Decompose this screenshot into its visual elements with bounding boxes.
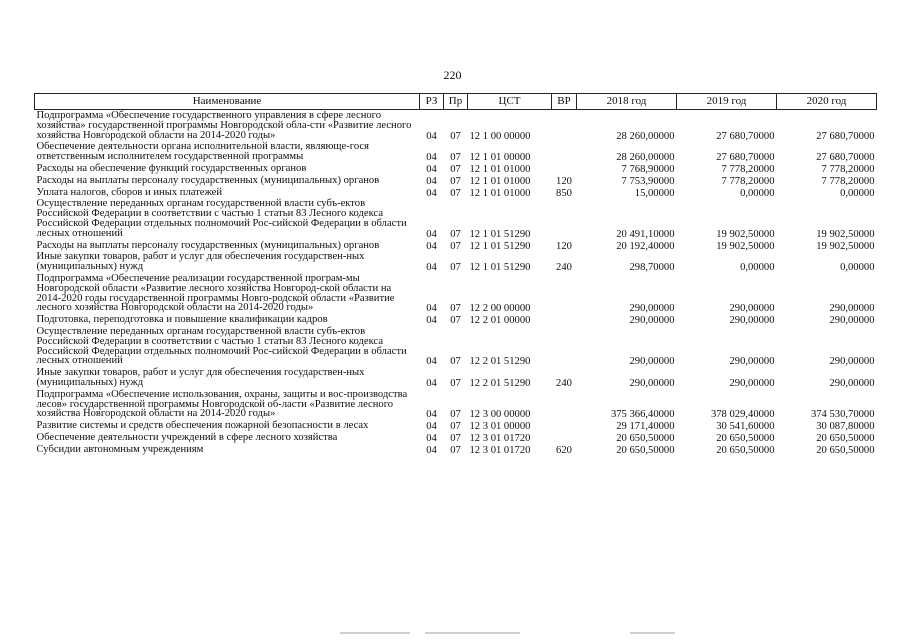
cell-2019: 20 650,50000 [716, 432, 775, 444]
header-pr: Пр [444, 94, 468, 110]
header-rz: РЗ [420, 94, 444, 110]
cell-name: Уплата налогов, сборов и иных платежей [36, 186, 223, 198]
cell-2020: 0,00000 [840, 187, 875, 199]
cell-2018: 7 768,90000 [621, 163, 675, 175]
cell-name: Осуществление переданных органам государственной власти субъ-ектов Российской Федерации в соответствии с частью 1 статьи 83 Лесного кодекса Российской Федерации отдельных полномочий Рос-сийской Федерации в области лесных отношений [36, 198, 407, 239]
table-row [35, 367, 877, 389]
header-vr: ВР [552, 94, 577, 110]
cell-vr [552, 198, 577, 239]
budget-table [34, 93, 877, 456]
cell-2019: 27 680,70000 [716, 152, 775, 164]
cell-vr [552, 326, 577, 367]
cell-pr: 07 [450, 409, 461, 421]
table-row [35, 420, 877, 432]
cell-vr [552, 420, 577, 432]
cell-pr: 07 [450, 163, 461, 175]
cell-name: Подпрограмма «Обеспечение реализации государственной програм-мы Новгородской области «Развитие лесного хозяйства Новгород-ской области на 2014-2020 годы государственной программы Новго-родской области «Развитие лесного хозяйства Новгородской области на 2014-2020 годы» [36, 272, 395, 314]
cell-rz: 04 [426, 240, 437, 252]
header-2019: 2019 год [677, 94, 777, 110]
cell-vr: 240 [556, 262, 572, 274]
header-name: Наименование [35, 94, 420, 110]
cell-rz: 04 [426, 432, 437, 444]
cell-2019: 0,00000 [740, 187, 775, 199]
cell-2018: 290,00000 [629, 315, 675, 327]
table-row [35, 273, 877, 314]
cell-2020: 27 680,70000 [816, 152, 875, 164]
cell-name: Расходы на выплаты персоналу государственных (муниципальных) органов [36, 239, 380, 251]
cell-2020: 0,00000 [840, 262, 875, 274]
cell-cst: 12 3 01 01720 [469, 444, 531, 456]
cell-cst: 12 3 01 01720 [469, 432, 531, 444]
cell-2020: 19 902,50000 [816, 240, 875, 252]
table-header-row [35, 94, 877, 110]
cell-vr: 120 [556, 240, 572, 252]
cell-name: Иные закупки товаров, работ и услуг для обеспечения государствен-ных (муниципальных) нужд [36, 367, 365, 388]
table-row [35, 175, 877, 187]
table-row [35, 163, 877, 175]
cell-2019: 0,00000 [740, 262, 775, 274]
cell-vr [552, 432, 577, 444]
cell-2018: 15,00000 [634, 187, 675, 199]
cell-rz: 04 [426, 187, 437, 199]
cell-2019: 290,00000 [729, 303, 775, 315]
cell-cst: 12 3 01 00000 [469, 421, 531, 433]
cell-2018: 290,00000 [629, 377, 675, 389]
cell-cst: 12 1 01 00000 [469, 152, 531, 164]
cell-cst: 12 3 00 00000 [469, 409, 531, 421]
cell-pr: 07 [450, 432, 461, 444]
scan-artifact-line [425, 632, 520, 634]
cell-cst: 12 1 01 51290 [469, 240, 531, 252]
cell-rz: 04 [426, 163, 437, 175]
table-row [35, 187, 877, 199]
table-row [35, 240, 877, 252]
cell-pr: 07 [450, 152, 461, 164]
cell-2019: 378 029,40000 [710, 409, 775, 421]
table-row [35, 432, 877, 444]
table-row [35, 389, 877, 420]
cell-2018: 28 260,00000 [616, 152, 675, 164]
table-row [35, 326, 877, 367]
cell-name: Осуществление переданных органам государственной власти субъ-ектов Российской Федерации в соответствии с частью 1 статьи 83 Лесного кодекса Российской Федерации отдельных полномочий Рос-сийской Федерации в области лесных отношений [36, 325, 407, 367]
cell-vr [552, 141, 577, 163]
header-2020: 2020 год [777, 94, 877, 110]
cell-2019: 290,00000 [729, 377, 775, 389]
cell-rz: 04 [426, 356, 437, 368]
cell-2018: 20 650,50000 [616, 444, 675, 456]
cell-2019: 19 902,50000 [716, 240, 775, 252]
cell-2018: 375 366,40000 [610, 409, 675, 421]
cell-2019: 20 650,50000 [716, 444, 775, 456]
cell-2020: 7 778,20000 [821, 175, 875, 187]
cell-pr: 07 [450, 421, 461, 433]
cell-2020: 7 778,20000 [821, 163, 875, 175]
table-row [35, 444, 877, 456]
cell-2020: 290,00000 [829, 377, 875, 389]
cell-2019: 290,00000 [729, 315, 775, 327]
cell-name: Расходы на обеспечение функций государственных органов [36, 162, 307, 174]
table-row [35, 251, 877, 273]
cell-rz: 04 [426, 409, 437, 421]
cell-cst: 12 1 01 51290 [469, 262, 531, 274]
cell-cst: 12 1 01 01000 [469, 175, 531, 187]
cell-vr [552, 110, 577, 142]
cell-name: Подпрограмма «Обеспечение использования, охраны, защиты и вос-производства лесов» государственной программы Новгородской об-ласти «Развитие лесного хозяйства Новгородской области на 2014-2020 годы» [36, 388, 408, 420]
cell-cst: 12 1 01 01000 [469, 187, 531, 199]
scan-artifact-line [340, 632, 410, 634]
cell-cst: 12 1 01 01000 [469, 163, 531, 175]
table-body [35, 110, 877, 456]
cell-pr: 07 [450, 240, 461, 252]
cell-rz: 04 [426, 377, 437, 389]
cell-name: Обеспечение деятельности органа исполнительной власти, являюще-гося ответственным исполнителем государственной программы [36, 141, 369, 163]
cell-vr [552, 163, 577, 175]
cell-cst: 12 1 00 00000 [469, 130, 531, 142]
cell-pr: 07 [450, 175, 461, 187]
cell-2020: 290,00000 [829, 303, 875, 315]
cell-2020: 20 650,50000 [816, 444, 875, 456]
header-cst: ЦСТ [468, 94, 552, 110]
cell-cst: 12 2 01 51290 [469, 377, 531, 389]
page-number: 220 [443, 68, 462, 82]
cell-rz: 04 [426, 421, 437, 433]
cell-2020: 290,00000 [829, 356, 875, 368]
cell-name: Развитие системы и средств обеспечения пожарной безопасности в лесах [36, 420, 369, 432]
cell-cst: 12 2 01 51290 [469, 356, 531, 368]
cell-pr: 07 [450, 228, 461, 240]
cell-name: Подпрограмма «Обеспечение государственного управления в сфере лесного хозяйства» государственной программы Новгородской обла-сти «Развитие лесного хозяйства Новгородской области на 2014-2020 годы» [36, 110, 412, 141]
cell-2018: 20 192,40000 [616, 240, 675, 252]
cell-2018: 290,00000 [629, 356, 675, 368]
cell-2020: 19 902,50000 [816, 228, 875, 240]
cell-2020: 20 650,50000 [816, 432, 875, 444]
cell-rz: 04 [426, 262, 437, 274]
cell-2019: 7 778,20000 [721, 175, 775, 187]
cell-pr: 07 [450, 262, 461, 274]
cell-name: Субсидии автономным учреждениям [36, 443, 204, 455]
cell-2018: 20 491,10000 [616, 228, 675, 240]
cell-name: Иные закупки товаров, работ и услуг для обеспечения государствен-ных (муниципальных) нужд [36, 251, 365, 273]
cell-2019: 19 902,50000 [716, 228, 775, 240]
cell-pr: 07 [450, 377, 461, 389]
table-row [35, 110, 877, 142]
cell-pr: 07 [450, 187, 461, 199]
cell-2018: 290,00000 [629, 303, 675, 315]
cell-2020: 374 530,70000 [810, 409, 875, 421]
cell-name: Обеспечение деятельности учреждений в сфере лесного хозяйства [36, 431, 338, 443]
cell-vr: 120 [556, 175, 572, 187]
cell-pr: 07 [450, 130, 461, 142]
cell-vr [552, 314, 577, 326]
cell-rz: 04 [426, 315, 437, 327]
cell-2018: 29 171,40000 [616, 421, 675, 433]
cell-vr [552, 389, 577, 420]
cell-2018: 28 260,00000 [616, 130, 675, 142]
cell-pr: 07 [450, 303, 461, 315]
table-row [35, 314, 877, 326]
cell-vr: 620 [556, 444, 572, 456]
cell-rz: 04 [426, 130, 437, 142]
cell-pr: 07 [450, 444, 461, 456]
cell-rz: 04 [426, 228, 437, 240]
cell-2020: 290,00000 [829, 315, 875, 327]
cell-cst: 12 1 01 51290 [469, 228, 531, 240]
cell-cst: 12 2 01 00000 [469, 315, 531, 327]
cell-vr: 240 [556, 377, 572, 389]
cell-rz: 04 [426, 152, 437, 164]
table-row [35, 198, 877, 239]
cell-name: Расходы на выплаты персоналу государственных (муниципальных) органов [36, 174, 380, 186]
cell-pr: 07 [450, 356, 461, 368]
cell-rz: 04 [426, 303, 437, 315]
cell-cst: 12 2 00 00000 [469, 303, 531, 315]
scan-artifact-line [630, 632, 675, 634]
cell-2018: 298,70000 [629, 262, 675, 274]
cell-name: Подготовка, переподготовка и повышение квалификации кадров [36, 314, 328, 326]
cell-vr [552, 273, 577, 314]
cell-rz: 04 [426, 175, 437, 187]
cell-2019: 30 541,60000 [716, 421, 775, 433]
cell-2018: 20 650,50000 [616, 432, 675, 444]
cell-2019: 27 680,70000 [716, 130, 775, 142]
cell-2020: 27 680,70000 [816, 130, 875, 142]
cell-2020: 30 087,80000 [816, 421, 875, 433]
header-2018: 2018 год [577, 94, 677, 110]
cell-pr: 07 [450, 315, 461, 327]
cell-vr: 850 [556, 187, 572, 199]
cell-2019: 7 778,20000 [721, 163, 775, 175]
cell-2018: 7 753,90000 [621, 175, 675, 187]
cell-2019: 290,00000 [729, 356, 775, 368]
cell-rz: 04 [426, 444, 437, 456]
table-row [35, 141, 877, 163]
